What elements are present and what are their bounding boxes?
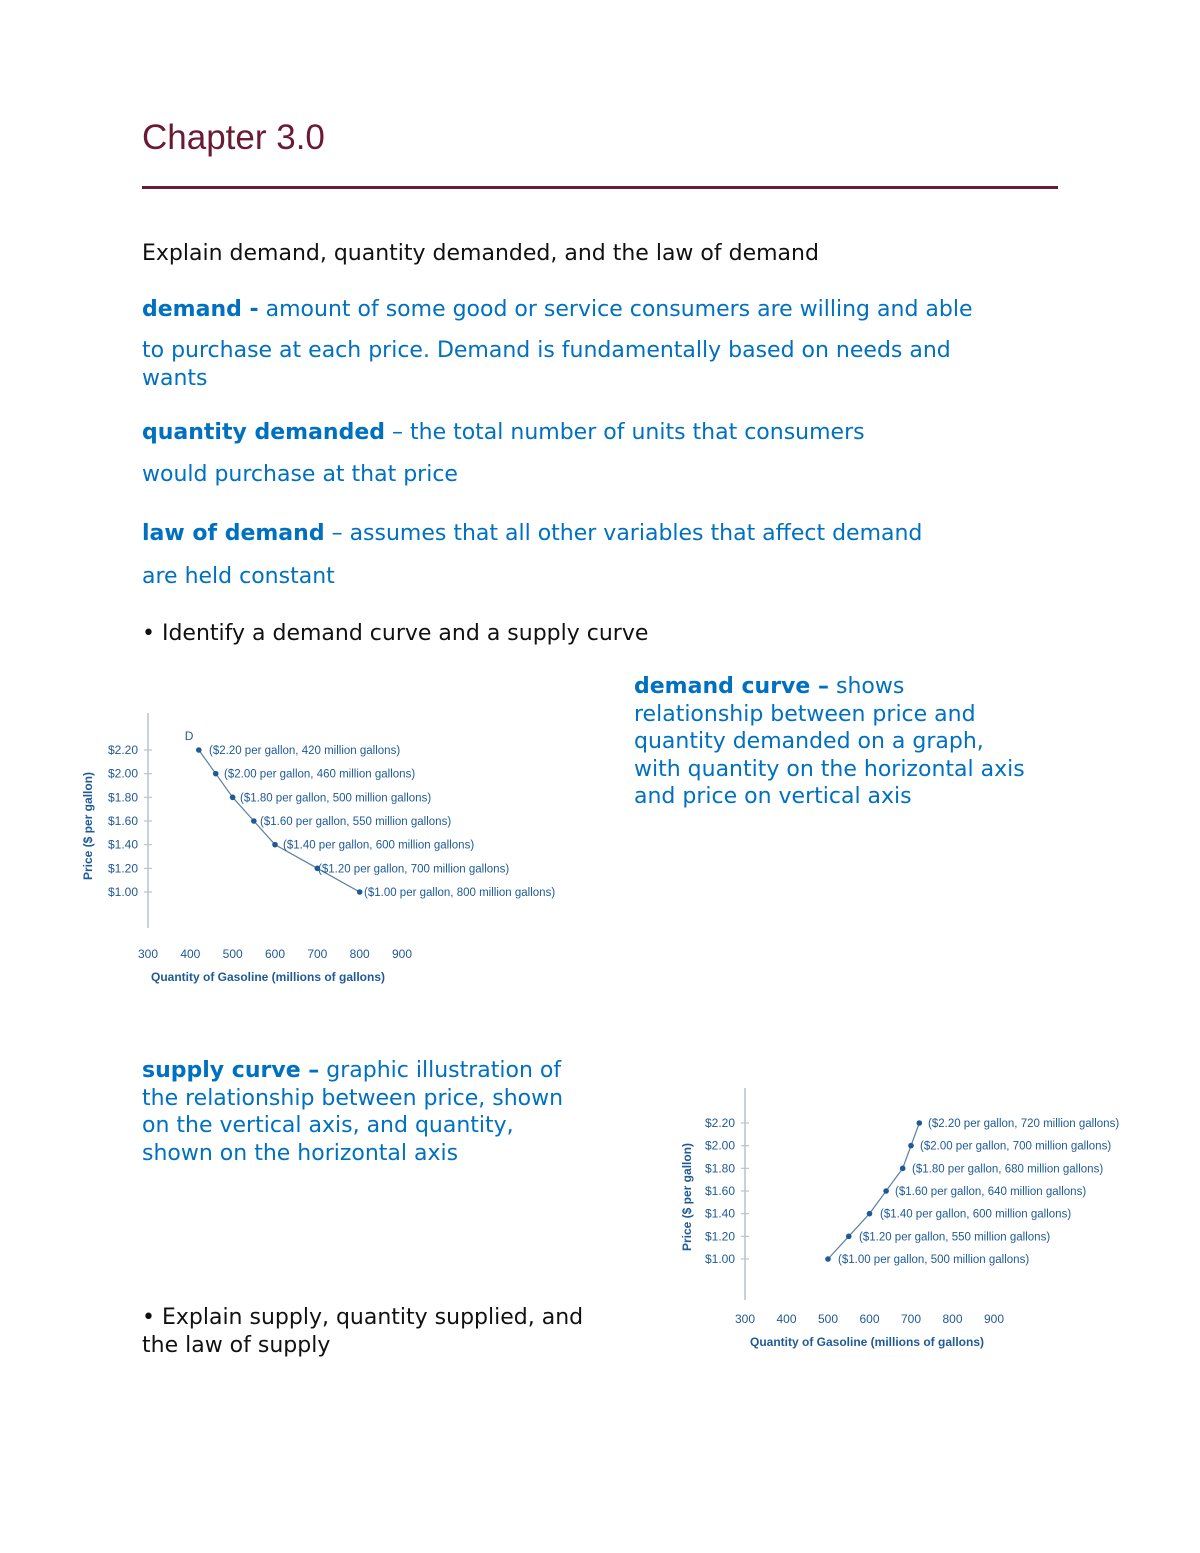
demand-point-label: ($2.20 per gallon, 420 million gallons)	[209, 745, 401, 757]
demand-point-label: ($1.00 per gallon, 800 million gallons)	[364, 887, 556, 899]
demand-curve-text-5: and price on vertical axis	[634, 784, 912, 809]
demand-x-tick-label: 600	[264, 947, 286, 961]
demand-data-point	[213, 771, 219, 777]
demand-point-label: ($1.60 per gallon, 550 million gallons)	[260, 816, 452, 828]
supply-y-tick-label: $1.80	[704, 1161, 735, 1176]
law-of-demand-term: law of demand	[142, 521, 325, 546]
supply-x-tick-label: 700	[900, 1312, 922, 1326]
supply-point-label: ($2.20 per gallon, 720 million gallons)	[928, 1118, 1120, 1130]
demand-y-tick-label: $1.40	[107, 837, 138, 852]
demand-text-2: to purchase at each price. Demand is fundamentally based on needs and	[142, 338, 951, 363]
supply-x-tick-label: 300	[734, 1312, 756, 1326]
demand-data-point	[196, 747, 202, 753]
demand-curve-text-1: shows	[828, 674, 905, 699]
demand-curve-label: D	[184, 729, 194, 743]
law-of-demand-text-1: – assumes that all other variables that affect demand	[324, 521, 923, 546]
demand-text-3: wants	[142, 366, 208, 391]
supply-x-tick-label: 900	[983, 1312, 1005, 1326]
supply-y-tick-label: $1.40	[704, 1206, 735, 1221]
demand-point-label: ($2.00 per gallon, 460 million gallons)	[224, 768, 416, 781]
demand-x-tick-label: 500	[222, 947, 243, 961]
demand-term: demand -	[142, 297, 259, 322]
demand-y-tick-label: $1.80	[107, 790, 138, 805]
supply-x-tick-label: 400	[776, 1312, 797, 1326]
supply-x-tick-label: 500	[817, 1312, 839, 1326]
supply-curve-text-3: on the vertical axis, and quantity,	[142, 1113, 514, 1138]
demand-curve-text-4: with quantity on the horizontal axis	[634, 756, 1025, 782]
demand-y-tick-label: $1.60	[107, 814, 138, 828]
supply-y-tick-label: $2.00	[704, 1138, 735, 1153]
supply-x-tick-label: 600	[859, 1312, 880, 1326]
quantity-demanded-term: quantity demanded	[142, 420, 386, 445]
quantity-demanded-text-2: would purchase at that price	[142, 462, 458, 487]
demand-point-label: ($1.20 per gallon, 700 million gallons)	[318, 863, 510, 876]
objective-supply-line-1: • Explain supply, quantity supplied, and	[142, 1305, 584, 1330]
demand-y-tick-label: $2.20	[107, 743, 138, 757]
demand-x-tick-label: 700	[307, 947, 328, 961]
demand-y-tick-label: $1.20	[107, 861, 138, 876]
demand-text-1: amount of some good or service consumers are willing and able	[258, 297, 973, 322]
chapter-title: Chapter 3.0	[142, 118, 325, 157]
supply-point-label: ($2.00 per gallon, 700 million gallons)	[920, 1140, 1112, 1153]
supply-curve-text-1: graphic illustration of	[319, 1058, 562, 1083]
supply-x-tick-label: 800	[942, 1312, 963, 1326]
objective-curves: • Identify a demand curve and a supply curve	[142, 621, 649, 646]
supply-x-axis-title: Quantity of Gasoline (millions of gallons)	[750, 1335, 985, 1349]
law-of-demand-text-2: are held constant	[142, 564, 335, 589]
demand-data-point	[357, 889, 363, 895]
demand-data-point	[272, 842, 278, 848]
supply-y-axis-title: Price ($ per gallon)	[680, 1142, 694, 1252]
supply-curve-term: supply curve –	[142, 1058, 320, 1083]
demand-x-axis-title: Quantity of Gasoline (millions of gallons)	[151, 970, 386, 984]
demand-curve-text-2: relationship between price and	[634, 701, 976, 727]
demand-curve-text-3: quantity demanded on a graph,	[634, 729, 984, 754]
demand-x-tick-label: 900	[391, 947, 413, 961]
demand-data-point	[251, 818, 257, 824]
demand-data-point	[230, 795, 236, 801]
supply-curve-text-2: the relationship between price, shown	[142, 1085, 564, 1111]
supply-curve-text-4: shown on the horizontal axis	[142, 1140, 459, 1166]
demand-x-tick-label: 800	[349, 947, 370, 961]
demand-x-tick-label: 400	[180, 947, 201, 961]
supply-point-label: ($1.20 per gallon, 550 million gallons)	[859, 1231, 1051, 1244]
supply-point-label: ($1.60 per gallon, 640 million gallons)	[895, 1186, 1087, 1198]
supply-point-label: ($1.40 per gallon, 600 million gallons)	[880, 1208, 1072, 1221]
supply-y-tick-label: $1.00	[704, 1252, 735, 1266]
demand-curve-term: demand curve –	[634, 674, 829, 699]
demand-x-tick-label: 300	[137, 947, 159, 961]
demand-y-axis-title: Price ($ per gallon)	[81, 771, 95, 881]
supply-y-tick-label: $1.60	[704, 1184, 735, 1198]
supply-y-tick-label: $2.20	[704, 1116, 735, 1130]
quantity-demanded-text-1: – the total number of units that consumers	[385, 420, 865, 445]
demand-y-tick-label: $1.00	[107, 885, 138, 899]
demand-y-tick-label: $2.00	[107, 766, 138, 781]
demand-point-label: ($1.40 per gallon, 600 million gallons)	[283, 839, 475, 852]
objective-demand: Explain demand, quantity demanded, and the law of demand	[142, 241, 819, 266]
supply-y-tick-label: $1.20	[704, 1229, 735, 1244]
supply-point-label: ($1.00 per gallon, 500 million gallons)	[838, 1254, 1030, 1266]
objective-supply-line-2: the law of supply	[142, 1332, 331, 1358]
demand-point-label: ($1.80 per gallon, 500 million gallons)	[240, 792, 432, 805]
supply-point-label: ($1.80 per gallon, 680 million gallons)	[912, 1163, 1104, 1176]
